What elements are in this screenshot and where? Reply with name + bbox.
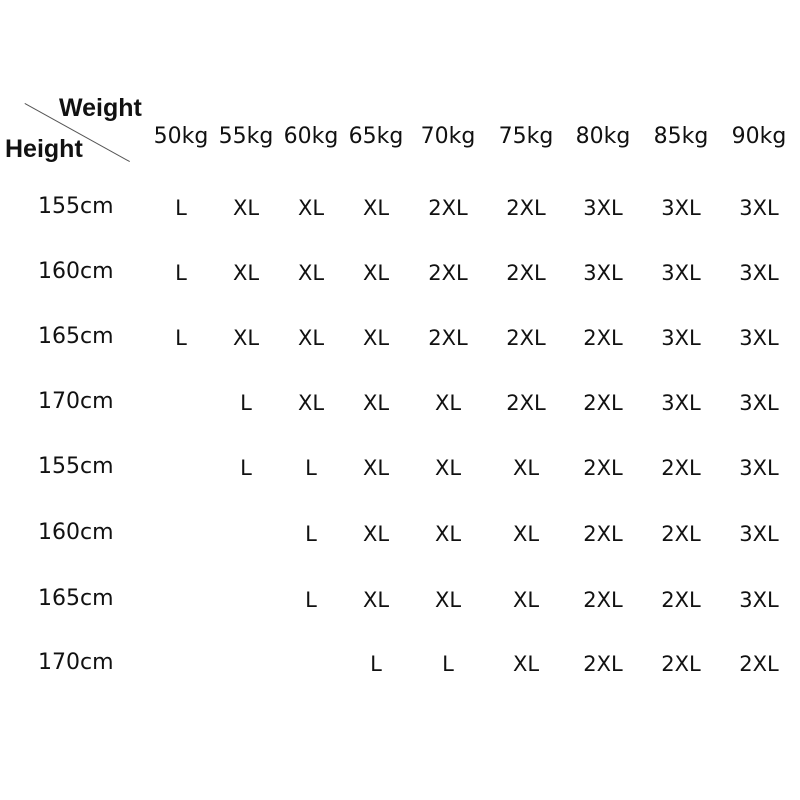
- size-cell: L: [175, 261, 187, 285]
- size-cell: XL: [434, 456, 462, 480]
- size-cell: XL: [362, 261, 390, 285]
- size-cell: XL: [434, 391, 462, 415]
- size-cell: 2XL: [428, 196, 468, 220]
- weight-column-header: 60kg: [283, 124, 339, 149]
- size-cell: 2XL: [506, 196, 546, 220]
- size-cell: 3XL: [583, 261, 623, 285]
- size-cell: XL: [434, 522, 462, 546]
- size-cell: 3XL: [661, 196, 701, 220]
- size-cell: 2XL: [661, 456, 701, 480]
- size-cell: XL: [232, 326, 260, 350]
- weight-column-header: 65kg: [348, 124, 404, 149]
- size-cell: XL: [434, 588, 462, 612]
- size-cell: XL: [297, 391, 325, 415]
- size-cell: 2XL: [583, 456, 623, 480]
- size-cell: 2XL: [583, 588, 623, 612]
- size-cell: 2XL: [583, 391, 623, 415]
- size-cell: L: [442, 652, 454, 676]
- size-cell: XL: [362, 588, 390, 612]
- size-cell: 3XL: [661, 391, 701, 415]
- size-cell: 2XL: [583, 652, 623, 676]
- size-cell: XL: [362, 522, 390, 546]
- height-row-label: 160cm: [38, 520, 114, 545]
- height-row-label: 170cm: [38, 650, 114, 675]
- size-cell: L: [175, 326, 187, 350]
- size-cell: 3XL: [739, 261, 779, 285]
- height-row-label: 170cm: [38, 389, 114, 414]
- size-cell: XL: [232, 196, 260, 220]
- size-cell: 2XL: [661, 588, 701, 612]
- height-row-label: 160cm: [38, 259, 114, 284]
- size-cell: XL: [297, 196, 325, 220]
- size-cell: XL: [512, 456, 540, 480]
- size-cell: XL: [297, 326, 325, 350]
- height-row-label: 155cm: [38, 194, 114, 219]
- size-cell: XL: [362, 326, 390, 350]
- size-cell: L: [240, 456, 252, 480]
- weight-column-header: 85kg: [653, 124, 709, 149]
- size-cell: XL: [512, 522, 540, 546]
- size-cell: L: [175, 196, 187, 220]
- weight-column-header: 55kg: [218, 124, 274, 149]
- size-cell: XL: [362, 391, 390, 415]
- size-cell: XL: [232, 261, 260, 285]
- weight-axis-label: Weight: [59, 94, 142, 122]
- size-cell: 2XL: [583, 326, 623, 350]
- height-row-label: 165cm: [38, 324, 114, 349]
- size-cell: 2XL: [739, 652, 779, 676]
- size-cell: XL: [297, 261, 325, 285]
- size-cell: XL: [512, 588, 540, 612]
- size-cell: 3XL: [661, 261, 701, 285]
- height-axis-label: Height: [5, 135, 83, 163]
- height-row-label: 165cm: [38, 586, 114, 611]
- size-cell: L: [305, 588, 317, 612]
- size-cell: 3XL: [739, 326, 779, 350]
- size-cell: 3XL: [583, 196, 623, 220]
- height-row-label: 155cm: [38, 454, 114, 479]
- size-cell: L: [305, 522, 317, 546]
- size-cell: 2XL: [428, 261, 468, 285]
- size-cell: 3XL: [739, 588, 779, 612]
- weight-column-header: 75kg: [498, 124, 554, 149]
- size-cell: L: [240, 391, 252, 415]
- size-cell: 2XL: [506, 326, 546, 350]
- size-cell: XL: [512, 652, 540, 676]
- weight-column-header: 50kg: [153, 124, 209, 149]
- size-cell: L: [305, 456, 317, 480]
- size-cell: 3XL: [739, 522, 779, 546]
- size-cell: 3XL: [739, 196, 779, 220]
- size-cell: 3XL: [739, 391, 779, 415]
- size-cell: 2XL: [661, 522, 701, 546]
- size-cell: 2XL: [583, 522, 623, 546]
- size-cell: 3XL: [739, 456, 779, 480]
- weight-column-header: 70kg: [420, 124, 476, 149]
- weight-column-header: 80kg: [575, 124, 631, 149]
- size-cell: 2XL: [661, 652, 701, 676]
- size-cell: XL: [362, 196, 390, 220]
- size-cell: 3XL: [661, 326, 701, 350]
- size-cell: XL: [362, 456, 390, 480]
- weight-column-header: 90kg: [731, 124, 787, 149]
- table-corner-header: [0, 0, 150, 175]
- size-cell: 2XL: [506, 261, 546, 285]
- size-cell: L: [370, 652, 382, 676]
- size-cell: 2XL: [428, 326, 468, 350]
- size-cell: 2XL: [506, 391, 546, 415]
